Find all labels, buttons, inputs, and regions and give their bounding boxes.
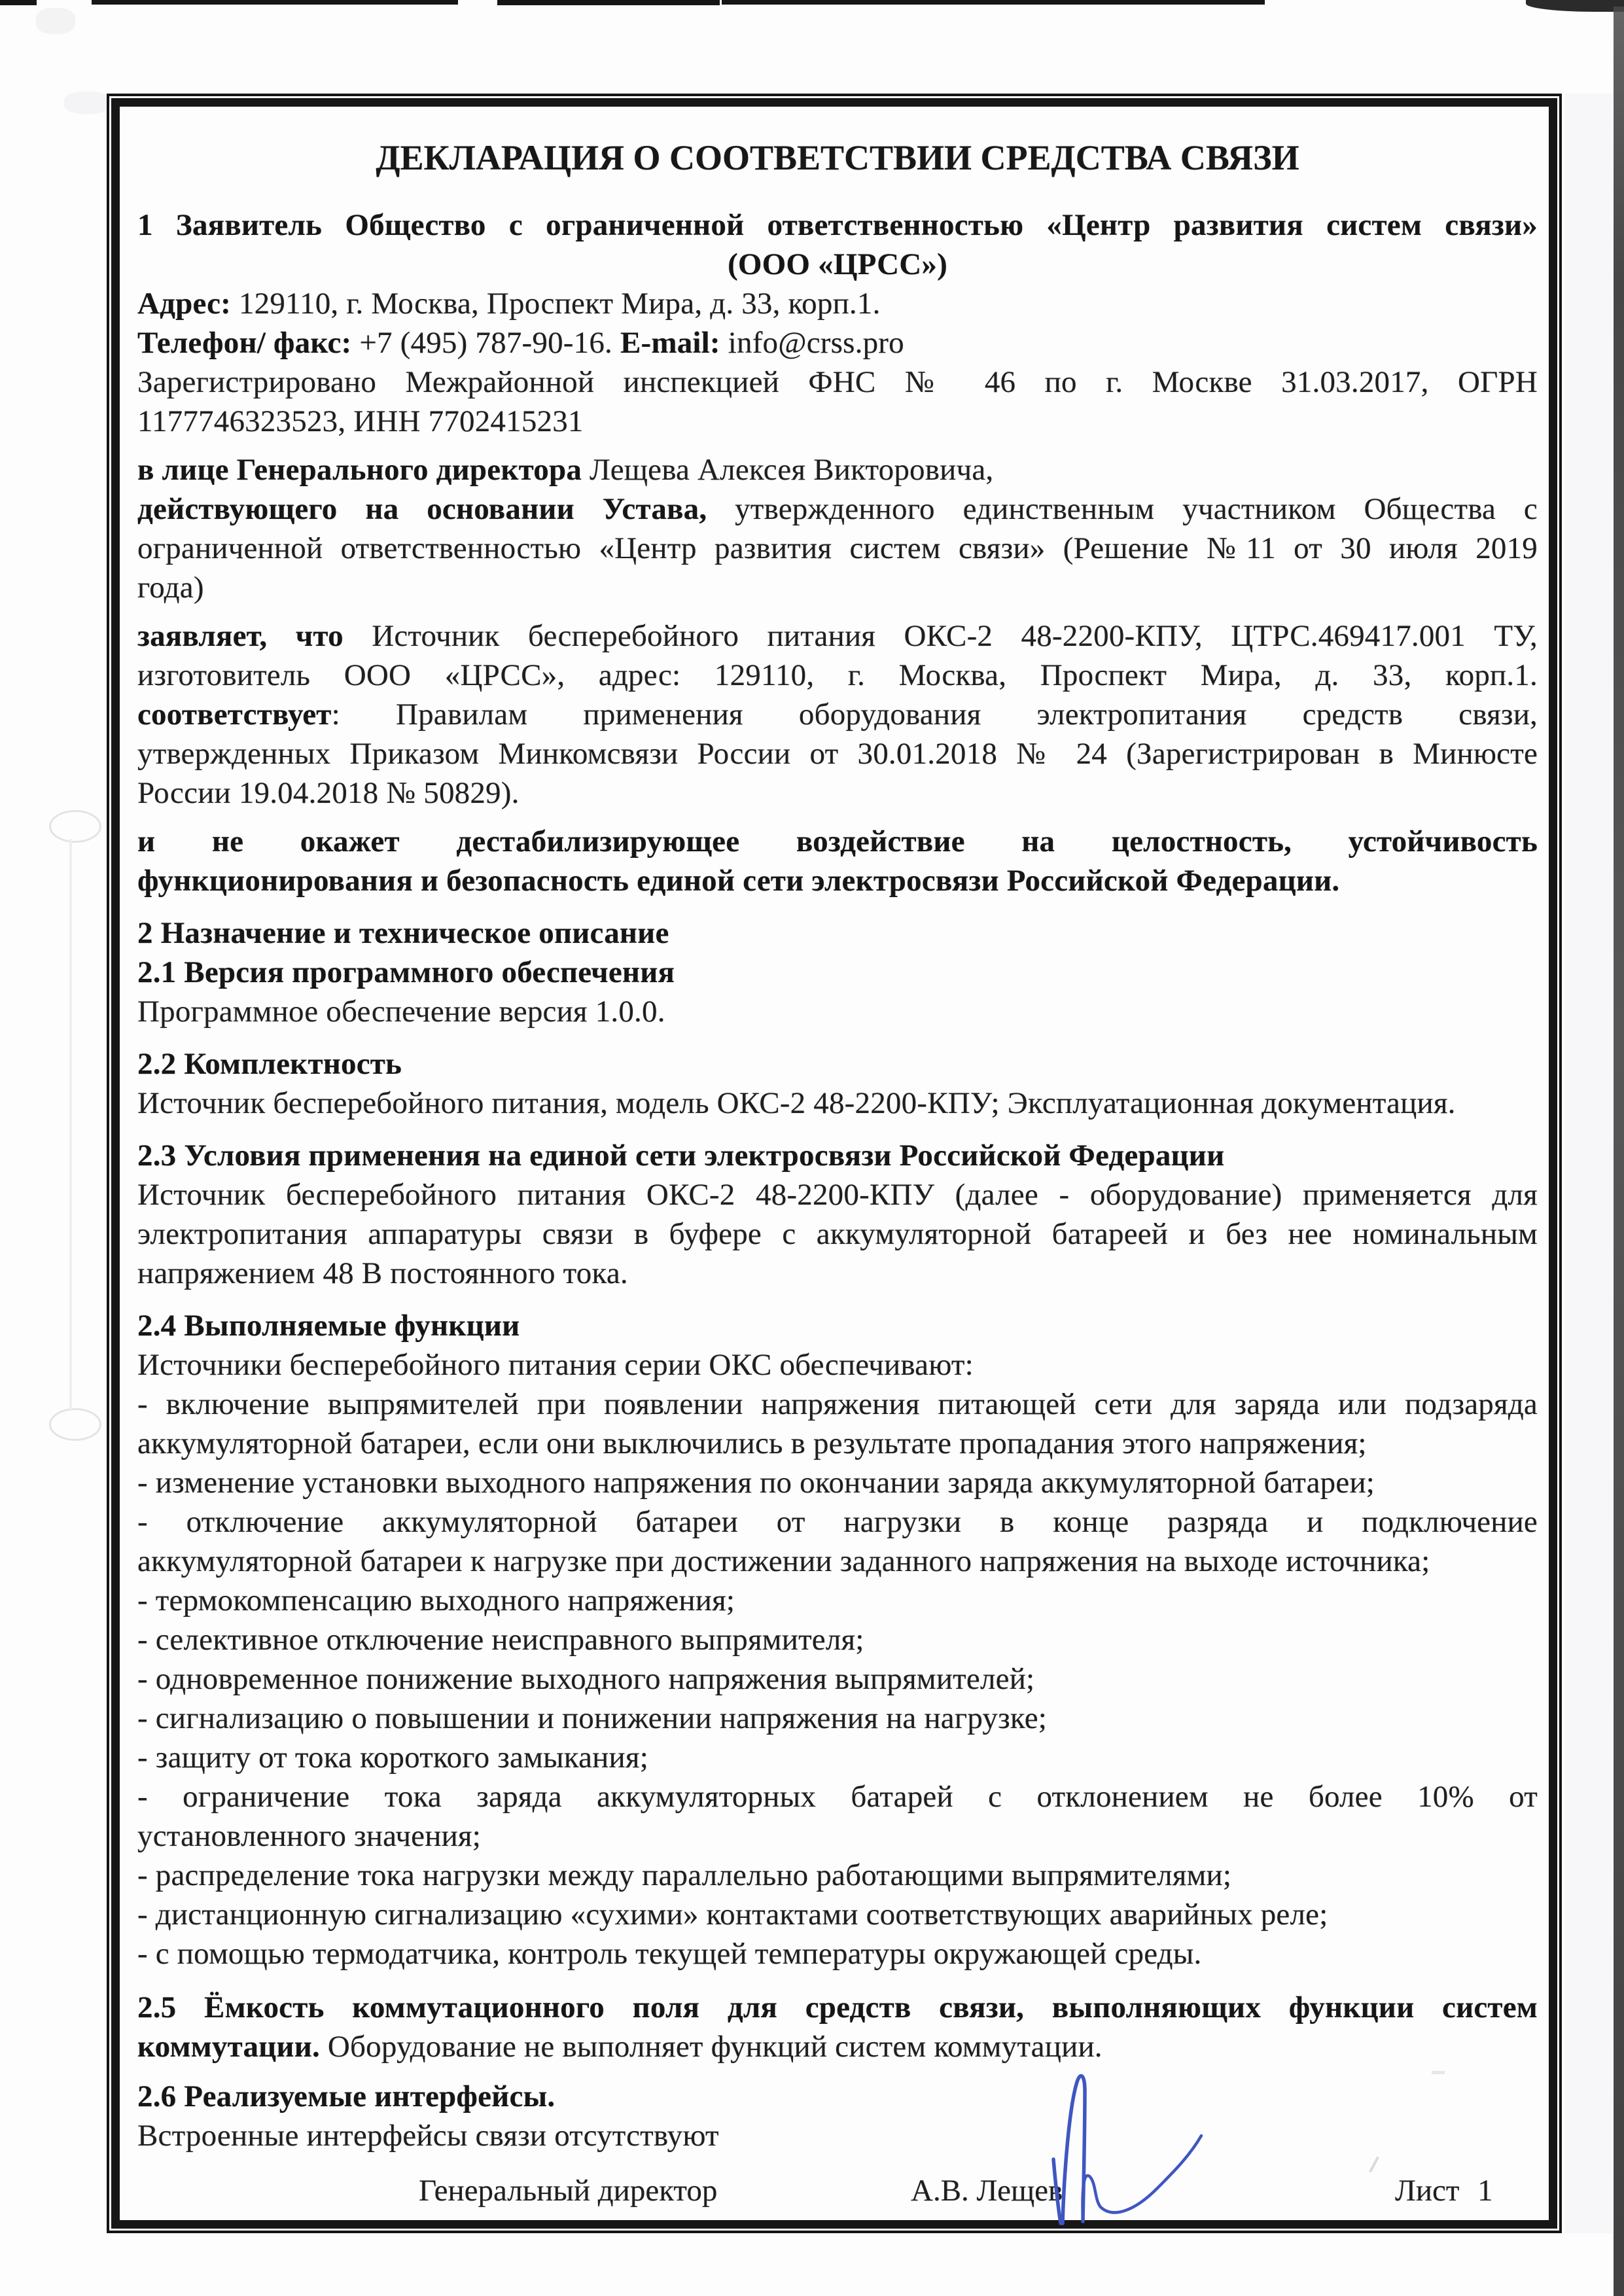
text-segment: info@crss.pro — [728, 326, 904, 360]
document-text-line-emphasis — [137, 695, 1538, 734]
document-text-line-emphasis — [137, 284, 1538, 323]
text-segment: Встроенные интерфейсы связи отсутствуют — [137, 2119, 719, 2153]
document-text-line-emphasis — [137, 2077, 1538, 2116]
document-text-line — [137, 1934, 1538, 1973]
bold-text-segment: функционирования и безопасность единой сети электросвязи Российской Федерации. — [137, 864, 1340, 898]
bold-text-segment: в лице Генерального директора — [137, 453, 590, 487]
bold-text-segment: заявляет, что — [137, 619, 372, 653]
bold-text-segment: 2.4 Выполняемые функции — [137, 1309, 520, 1343]
footer-director-label: Генеральный директор — [419, 2174, 718, 2208]
text-segment: +7 (495) 787-90-16. — [359, 326, 620, 360]
document-text-line — [137, 1659, 1538, 1699]
scan-edge-artifact — [722, 0, 1265, 5]
document-text-line — [137, 1175, 1538, 1214]
bold-text-segment: (ООО «ЦРСС») — [728, 247, 947, 281]
text-segment: - отключение аккумуляторной батареи от нагрузки в конце разряда и подключение — [137, 1505, 1538, 1539]
text-segment: Программное обеспечение версия 1.0.0. — [137, 995, 665, 1029]
bold-text-segment: Телефон/ факс: — [137, 326, 360, 360]
document-text-line — [137, 1214, 1538, 1254]
document-text-line — [137, 1424, 1538, 1463]
document-text-line — [137, 1856, 1538, 1895]
document-text-line — [137, 1620, 1538, 1659]
bold-text-segment: 2.1 Версия программного обеспечения — [137, 955, 675, 989]
document-text-line — [137, 362, 1538, 402]
bold-text-segment: E-mail: — [620, 326, 728, 360]
bold-text-segment: 1 Заявитель Общество с ограниченной ответственностью «Центр развития систем связи» — [137, 208, 1538, 242]
text-segment: - селективное отключение неисправного выпрямителя; — [137, 1623, 864, 1657]
document-text-line — [137, 1502, 1538, 1542]
bold-text-segment: действующего на основании Устава, — [137, 492, 735, 526]
text-segment: - сигнализацию о повышении и понижении напряжения на нагрузке; — [137, 1701, 1048, 1735]
text-segment: утвержденного единственным участником Общества с — [735, 492, 1538, 526]
document-text-line — [137, 568, 1538, 607]
document-text-line — [137, 1542, 1538, 1581]
bold-text-segment: 2 Назначение и техническое описание — [137, 916, 669, 950]
document-text-line-emphasis — [137, 323, 1538, 362]
document-text-line — [137, 734, 1538, 773]
text-segment: Зарегистрировано Межрайонной инспекцией ФНС № 46 по г. Москве 31.03.2017, ОГРН — [137, 365, 1538, 399]
footer-sheet-label: Лист 1 — [1395, 2174, 1493, 2208]
text-segment: Лещева Алексея Викторовича, — [589, 453, 994, 487]
document-text-line — [137, 1463, 1538, 1502]
document-text-line-emphasis — [137, 1306, 1538, 1345]
document-text-line — [137, 1084, 1538, 1123]
document-text-line — [137, 402, 1538, 441]
text-segment: - с помощью термодатчика, контроль текущей температуры окружающей среды. — [137, 1937, 1202, 1971]
scan-margin-shading — [1564, 94, 1613, 2233]
text-segment: Источники бесперебойного питания серии ОКС обеспечивают: — [137, 1348, 974, 1382]
text-segment: - изменение установки выходного напряжения по окончании заряда аккумуляторной батареи; — [137, 1466, 1375, 1500]
document-text-line — [137, 1581, 1538, 1620]
text-segment: напряжением 48 В постоянного тока. — [137, 1256, 628, 1290]
scan-corner-artifact — [1526, 0, 1624, 12]
text-segment: электропитания аппаратуры связи в буфере с аккумуляторной батареей и без нее номинальным — [137, 1217, 1538, 1251]
text-segment: 1177746323523, ИНН 7702415231 — [137, 404, 584, 438]
document-text-line — [137, 773, 1538, 813]
document-text-line-emphasis — [137, 616, 1538, 656]
document-text-line — [137, 1385, 1538, 1424]
scan-edge-artifact — [0, 0, 37, 5]
signature-ink — [1033, 2048, 1229, 2234]
text-segment: Источник бесперебойного питания, модель ОКС-2 48-2200-КПУ; Эксплуатационная документация. — [137, 1086, 1456, 1120]
document-text-line — [137, 1345, 1538, 1385]
document-text-line — [137, 1895, 1538, 1934]
text-segment: - защиту от тока короткого замыкания; — [137, 1740, 648, 1775]
text-segment: ограниченной ответственностью «Центр развития систем связи» (Решение №11 от 30 июля 2019 — [137, 531, 1538, 565]
scan-right-edge-shadow — [1614, 7, 1624, 2296]
text-segment: - ограничение тока заряда аккумуляторных батарей с отклонением не более 10% от — [137, 1780, 1538, 1814]
bold-text-segment: 2.5 Ёмкость коммутационного поля для средств связи, выполняющих функции систем — [137, 1990, 1538, 2024]
scan-smudge — [64, 92, 110, 114]
document-text-line-emphasis — [137, 1988, 1538, 2027]
text-segment: - включение выпрямителей при появлении напряжения питающей сети для заряда или подзаряда — [137, 1387, 1538, 1421]
text-segment: года) — [137, 571, 204, 605]
text-segment: - термокомпенсацию выходного напряжения; — [137, 1583, 735, 1617]
document-text-line — [137, 992, 1538, 1031]
bold-text-segment: коммутации. — [137, 2030, 328, 2064]
punch-hole — [49, 1408, 101, 1441]
document-text-line — [137, 1777, 1538, 1816]
punch-hole — [49, 810, 101, 843]
document-title: ДЕКЛАРАЦИЯ О СООТВЕТСТВИИ СРЕДСТВА СВЯЗИ — [376, 138, 1299, 177]
text-segment: - распределение тока нагрузки между параллельно работающими выпрямителями; — [137, 1858, 1232, 1892]
bold-text-segment: 2.2 Комплектность — [137, 1047, 402, 1081]
document-text-line-emphasis — [137, 450, 1538, 489]
document-content — [137, 136, 1538, 2155]
document-text-line-emphasis — [137, 822, 1538, 861]
text-segment: Оборудование не выполняет функций систем коммутации. — [327, 2030, 1103, 2064]
document-text-line-emphasis — [137, 245, 1538, 284]
document-text-line-emphasis — [137, 2027, 1538, 2066]
binder-edge-line — [69, 839, 72, 1409]
text-segment: 129110, г. Москва, Проспект Мира, д. 33, корп.1. — [238, 287, 881, 321]
document-text-line-emphasis — [137, 205, 1538, 245]
document-text-line-emphasis — [137, 489, 1538, 529]
text-segment: России 19.04.2018 № 50829). — [137, 776, 520, 810]
document-text-line — [137, 1816, 1538, 1856]
text-segment: утвержденных Приказом Минкомсвязи России от 30.01.2018 № 24 (Зарегистрирован в Минюсте — [137, 737, 1538, 771]
bold-text-segment: Адрес: — [137, 287, 239, 321]
bold-text-segment: и не окажет дестабилизирующее воздействие на целостность, устойчивость — [137, 824, 1538, 858]
document-text-line — [137, 656, 1538, 695]
scan-edge-artifact — [497, 0, 720, 5]
document-text-line-emphasis — [137, 1136, 1538, 1175]
text-segment: Источник бесперебойного питания ОКС-2 48-2200-КПУ, ЦТРС.469417.001 ТУ, — [372, 619, 1538, 653]
text-segment: аккумуляторной батареи к нагрузке при достижении заданного напряжения на выходе источника; — [137, 1544, 1430, 1578]
text-segment: установленного значения; — [137, 1819, 482, 1853]
bold-text-segment: соответствует — [137, 698, 332, 732]
document-text-line-emphasis — [137, 861, 1538, 900]
document-text-line — [137, 2116, 1538, 2155]
document-text-line-emphasis — [137, 1044, 1538, 1084]
document-text-line-emphasis — [137, 913, 1538, 953]
text-segment: : Правилам применения оборудования электропитания средств связи, — [331, 698, 1538, 732]
document-text-line — [137, 1699, 1538, 1738]
text-segment: Источник бесперебойного питания ОКС-2 48-2200-КПУ (далее - оборудование) применяется для — [137, 1178, 1538, 1212]
document-body — [137, 205, 1538, 2155]
document-text-line — [137, 1254, 1538, 1293]
text-segment: изготовитель ООО «ЦРСС», адрес: 129110, г. Москва, Проспект Мира, д. 33, корп.1. — [137, 658, 1538, 692]
bold-text-segment: 2.3 Условия применения на единой сети электросвязи Российской Федерации — [137, 1139, 1225, 1173]
document-text-line — [137, 1738, 1538, 1777]
document-text-line-emphasis — [137, 953, 1538, 992]
scan-smudge — [36, 8, 75, 34]
document-text-line — [137, 529, 1538, 568]
text-segment: - дистанционную сигнализацию «сухими» контактами соответствующих аварийных реле; — [137, 1898, 1328, 1932]
text-segment: аккумуляторной батареи, если они выключились в результате пропадания этого напряжения; — [137, 1426, 1367, 1460]
bold-text-segment: 2.6 Реализуемые интерфейсы. — [137, 2079, 556, 2113]
footer-signer-name: А.В. Лещев — [911, 2174, 1063, 2208]
scan-edge-artifact — [92, 0, 458, 5]
text-segment: - одновременное понижение выходного напряжения выпрямителей; — [137, 1662, 1035, 1696]
